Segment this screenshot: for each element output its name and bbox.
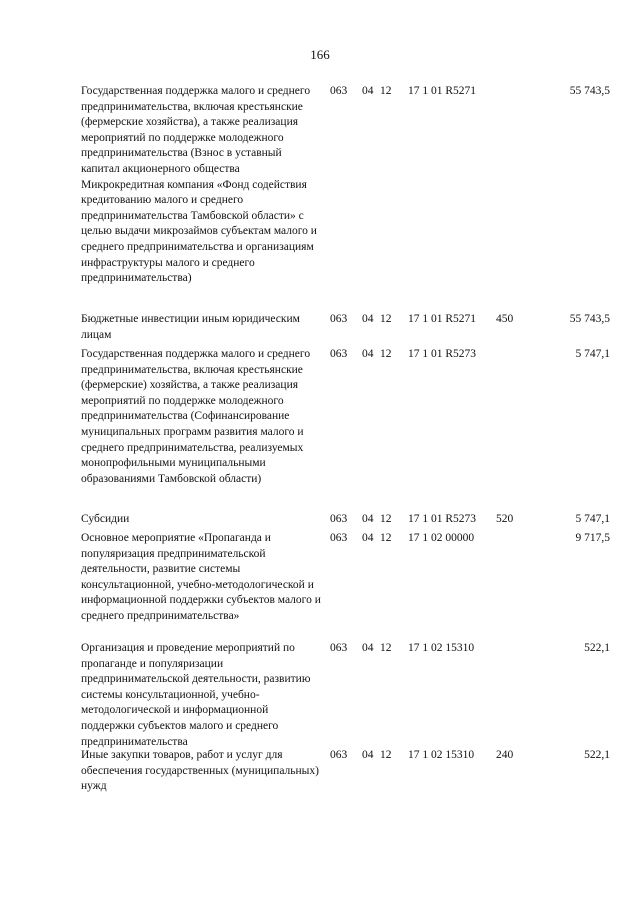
row-subsection-code: 12 bbox=[380, 313, 392, 325]
row-target-article: 17 1 02 00000 bbox=[408, 532, 475, 544]
row-ministry-code: 063 bbox=[330, 85, 348, 97]
row-expense-type: 240 bbox=[496, 749, 514, 761]
row-target-article: 17 1 02 15310 bbox=[408, 749, 475, 761]
row-description: Государственная поддержка малого и среднего предпринимательства, включая крестьянские (фермерские) хозяйства, а также реализация мероприятий по поддержке молодежного предпринимательства (Софинансирование муниципальных программ развития малого и среднего предпринимательства, реализуемых монопрофильными муниципальными образованиями Тамбовской области) bbox=[81, 348, 311, 485]
page-number: 166 bbox=[310, 47, 330, 62]
row-ministry-code: 063 bbox=[330, 749, 348, 761]
row-section-code: 04 bbox=[362, 532, 374, 544]
row-target-article: 17 1 01 R5273 bbox=[408, 348, 477, 360]
row-expense-type: 450 bbox=[496, 313, 514, 325]
row-target-article: 17 1 02 15310 bbox=[408, 642, 475, 654]
row-amount: 522,1 bbox=[584, 642, 610, 654]
row-ministry-code: 063 bbox=[330, 513, 348, 525]
row-ministry-code: 063 bbox=[330, 532, 348, 544]
row-ministry-code: 063 bbox=[330, 313, 348, 325]
row-description: Субсидии bbox=[81, 513, 130, 525]
row-amount: 9 717,5 bbox=[575, 532, 610, 544]
row-subsection-code: 12 bbox=[380, 513, 392, 525]
row-description: Иные закупки товаров, работ и услуг для обеспечения государственных (муниципальных) нужд bbox=[81, 749, 319, 793]
row-subsection-code: 12 bbox=[380, 532, 392, 544]
row-section-code: 04 bbox=[362, 348, 374, 360]
row-description: Бюджетные инвестиции иным юридическим лицам bbox=[81, 313, 300, 341]
row-expense-type: 520 bbox=[496, 513, 514, 525]
row-subsection-code: 12 bbox=[380, 642, 392, 654]
row-target-article: 17 1 01 R5271 bbox=[408, 85, 477, 97]
row-target-article: 17 1 01 R5273 bbox=[408, 513, 477, 525]
row-section-code: 04 bbox=[362, 749, 374, 761]
row-ministry-code: 063 bbox=[330, 348, 348, 360]
row-subsection-code: 12 bbox=[380, 348, 392, 360]
row-subsection-code: 12 bbox=[380, 85, 392, 97]
row-ministry-code: 063 bbox=[330, 642, 348, 654]
row-section-code: 04 bbox=[362, 85, 374, 97]
row-description: Основное мероприятие «Пропаганда и популяризация предпринимательской деятельности, развитие системы консультационной, учебно-методологической и информационной поддержки субъектов малого и среднего предпринимательства» bbox=[81, 532, 321, 622]
row-description: Организация и проведение мероприятий по пропаганде и популяризации предпринимательской деятельности, развитию системы консультационной, учебно-методологической и информационной поддержки субъектов малого и среднего предпринимательства bbox=[81, 642, 311, 748]
row-subsection-code: 12 bbox=[380, 749, 392, 761]
row-section-code: 04 bbox=[362, 642, 374, 654]
row-amount: 5 747,1 bbox=[575, 513, 610, 525]
row-section-code: 04 bbox=[362, 313, 374, 325]
row-target-article: 17 1 01 R5271 bbox=[408, 313, 477, 325]
row-section-code: 04 bbox=[362, 513, 374, 525]
row-amount: 5 747,1 bbox=[575, 348, 610, 360]
row-amount: 55 743,5 bbox=[569, 85, 610, 97]
row-amount: 55 743,5 bbox=[569, 313, 610, 325]
row-amount: 522,1 bbox=[584, 749, 610, 761]
row-description: Государственная поддержка малого и среднего предпринимательства, включая крестьянские (фермерские хозяйства), а также реализация мероприятий по поддержке молодежного предпринимательства (Взнос в уставный капитал акционерного общества Микрокредитная компания «Фонд содействия кредитованию малого и среднего предпринимательства Тамбовской области» с целью выдачи микрозаймов субъектам малого и среднего предпринимательства и организациям инфраструктуры малого и среднего предпринимательства) bbox=[81, 85, 317, 285]
